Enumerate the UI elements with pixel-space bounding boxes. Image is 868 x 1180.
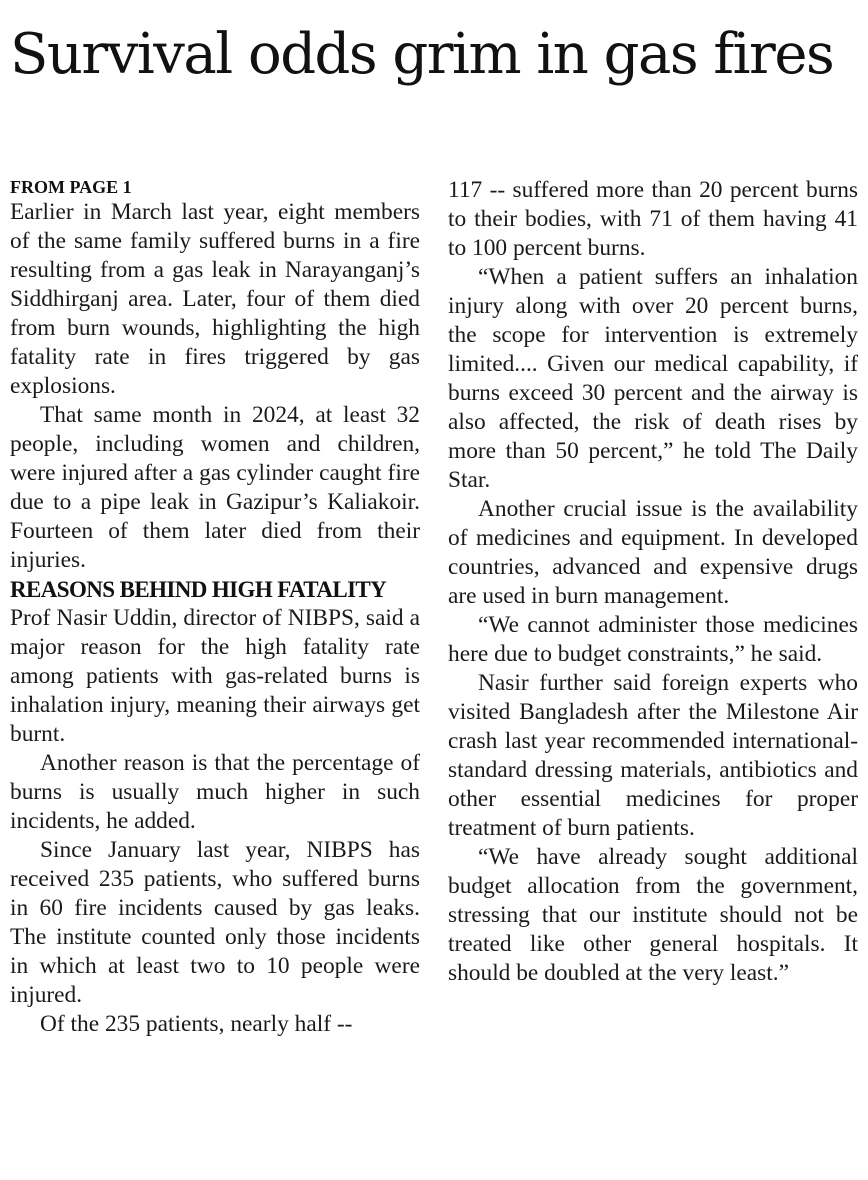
paragraph: “We cannot administer those medicines here due to budget constraints,” he said. [448,612,858,667]
paragraph: Earlier in March last year, eight members of the same family suffered burns in a fire resulting from a gas leak in Narayanganj’s Siddhirganj area. Later, four of them died from burn wounds, highlighting the high fatality rate in fires triggered by gas explosions. [10,199,420,399]
right-column [448,176,858,988]
kicker-from-page: FROM PAGE 1 [10,177,132,197]
paragraph: Nasir further said foreign experts who visited Bangladesh after the Milestone Air crash last year recommended international-standard dressing materials, antibiotics and other essential medicines for proper treatment of burn patients. [448,670,858,841]
paragraph: That same month in 2024, at least 32 people, including women and children, were injured after a gas cylinder caught fire due to a pipe leak in Gazipur’s Kaliakoir. Fourteen of them later died from their injuries. [10,402,420,573]
subheading: REASONS BEHIND HIGH FATALITY [10,577,387,602]
headline: Survival odds grim in gas fires [10,22,834,87]
paragraph: Since January last year, NIBPS has received 235 patients, who suffered burns in 60 fire incidents caused by gas leaks. The institute counted only those incidents in which at least two to 10 people were injured. [10,837,420,1008]
paragraph: Prof Nasir Uddin, director of NIBPS, said a major reason for the high fatality rate among patients with gas-related burns is inhalation injury, meaning their airways get burnt. [10,605,420,747]
left-column [10,176,420,1039]
paragraph: Of the 235 patients, nearly half -- [40,1011,353,1037]
paragraph: Another reason is that the percentage of burns is usually much higher in such incidents, he added. [10,750,420,834]
paragraph: Another crucial issue is the availability of medicines and equipment. In developed countries, advanced and expensive drugs are used in burn management. [448,496,858,609]
paragraph: “When a patient suffers an inhalation injury along with over 20 percent burns, the scope for intervention is extremely limited.... Given our medical capability, if burns exceed 30 percent and the airway is also affected, the risk of death rises by more than 50 percent,” he told The Daily Star. [448,264,858,493]
paragraph: “We have already sought additional budget allocation from the government, stressing that our institute should not be treated like other general hospitals. It should be doubled at the very least.” [448,844,858,986]
paragraph: 117 -- suffered more than 20 percent burns to their bodies, with 71 of them having 41 to 100 percent burns. [448,177,858,261]
